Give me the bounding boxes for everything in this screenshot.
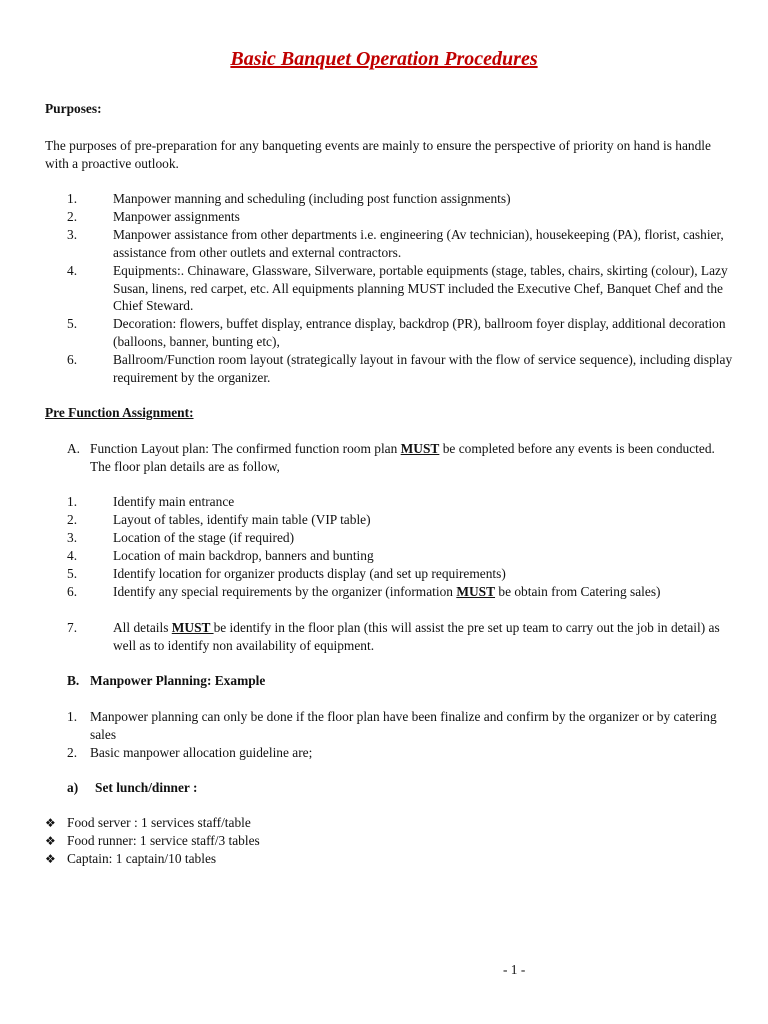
item-number: 1. [67,191,78,206]
item-text: Manpower planning can only be done if the floor plan have been finalize and confirm by the organizer or by catering sales [90,709,717,742]
item-text: Manpower manning and scheduling (including post function assignments) [113,191,511,206]
item-letter: A. [67,441,81,456]
must-emphasis: MUST [400,441,440,456]
item-number: 2. [67,209,78,224]
item-number: 3. [67,530,78,545]
diamond-bullet-icon: ❖ [45,834,56,848]
diamond-bullet-icon: ❖ [45,816,56,830]
diamond-bullet-icon: ❖ [45,852,56,866]
item-text: Ballroom/Function room layout (strategically layout in favour with the flow of service sequence), including display requirement by the organizer. [113,352,733,385]
item-number: 5. [67,316,78,331]
item-text: Equipments:. Chinaware, Glassware, Silverware, portable equipments (stage, tables, chairs, skirting (colour), Lazy Susan, linens, red carpet, etc. All equipments planning MUST included the Executive Chef, Banquet Chef and the Chief Steward. [113,263,728,313]
bullet-text: Food server : 1 services staff/table [67,815,251,830]
item-text: Basic manpower allocation guideline are; [90,745,313,760]
item-text: Manpower assignments [113,209,240,224]
item-number: 4. [67,263,78,278]
text-part: be identify in the floor plan (this will assist the pre set up team to carry out the job in detail) as well as to identify non availability of equipment. [113,620,720,653]
item-text [113,583,733,601]
purposes-intro: The purposes of pre-preparation for any banqueting events are mainly to ensure the perspective of priority on hand is handle with a proactive outlook. [45,138,711,171]
item-number: 6. [67,352,78,367]
heading-text: Set lunch/dinner : [95,780,198,795]
bullet-item [45,850,216,869]
page-number: - 1 - [503,962,526,977]
item-text: Identify main entrance [113,494,235,509]
text-part: All details [113,620,172,635]
item-text: Decoration: flowers, buffet display, entrance display, backdrop (PR), ballroom foyer display, additional decoration (balloons, banner, bunting etc), [113,316,726,349]
item-number: 1. [67,709,78,724]
item-number: 3. [67,227,78,242]
item-number: 4. [67,548,78,563]
purposes-heading: Purposes: [45,101,102,116]
item-text: Manpower assistance from other departments i.e. engineering (Av technician), housekeeping (PA), florist, cashier, assistance from other outlets and external contractors. [113,227,724,260]
text-part: be obtain from Catering sales) [495,584,661,599]
item-number: 2. [67,745,78,760]
bullet-text: Captain: 1 captain/10 tables [67,851,217,866]
heading-letter: B. [67,673,80,688]
item-text [90,440,735,475]
text-part: be completed before any events is been conducted. The floor plan details are as follow, [90,441,715,474]
text-part: Function Layout plan: The confirmed function room plan [90,441,401,456]
text-part: Identify any special requirements by the organizer (information [113,584,457,599]
item-text: Location of the stage (if required) [113,530,295,545]
item-text: Location of main backdrop, banners and bunting [113,548,374,563]
heading-text: Manpower Planning: Example [90,673,266,688]
item-number: 6. [67,584,78,599]
item-number: 2. [67,512,78,527]
bullet-text: Food runner: 1 service staff/3 tables [67,833,260,848]
heading-letter: a) [67,780,79,795]
item-text: Layout of tables, identify main table (VIP table) [113,512,371,527]
item-number: 5. [67,566,78,581]
item-text: Identify location for organizer products display (and set up requirements) [113,566,506,581]
must-emphasis: MUST [171,620,214,635]
item-number: 7. [67,620,78,635]
must-emphasis: MUST [456,584,496,599]
bullet-item [45,832,260,851]
document-title: Basic Banquet Operation Procedures [230,48,538,70]
item-text [113,619,733,654]
pre-function-heading: Pre Function Assignment: [45,405,194,420]
bullet-item [45,814,251,833]
item-number: 1. [67,494,78,509]
